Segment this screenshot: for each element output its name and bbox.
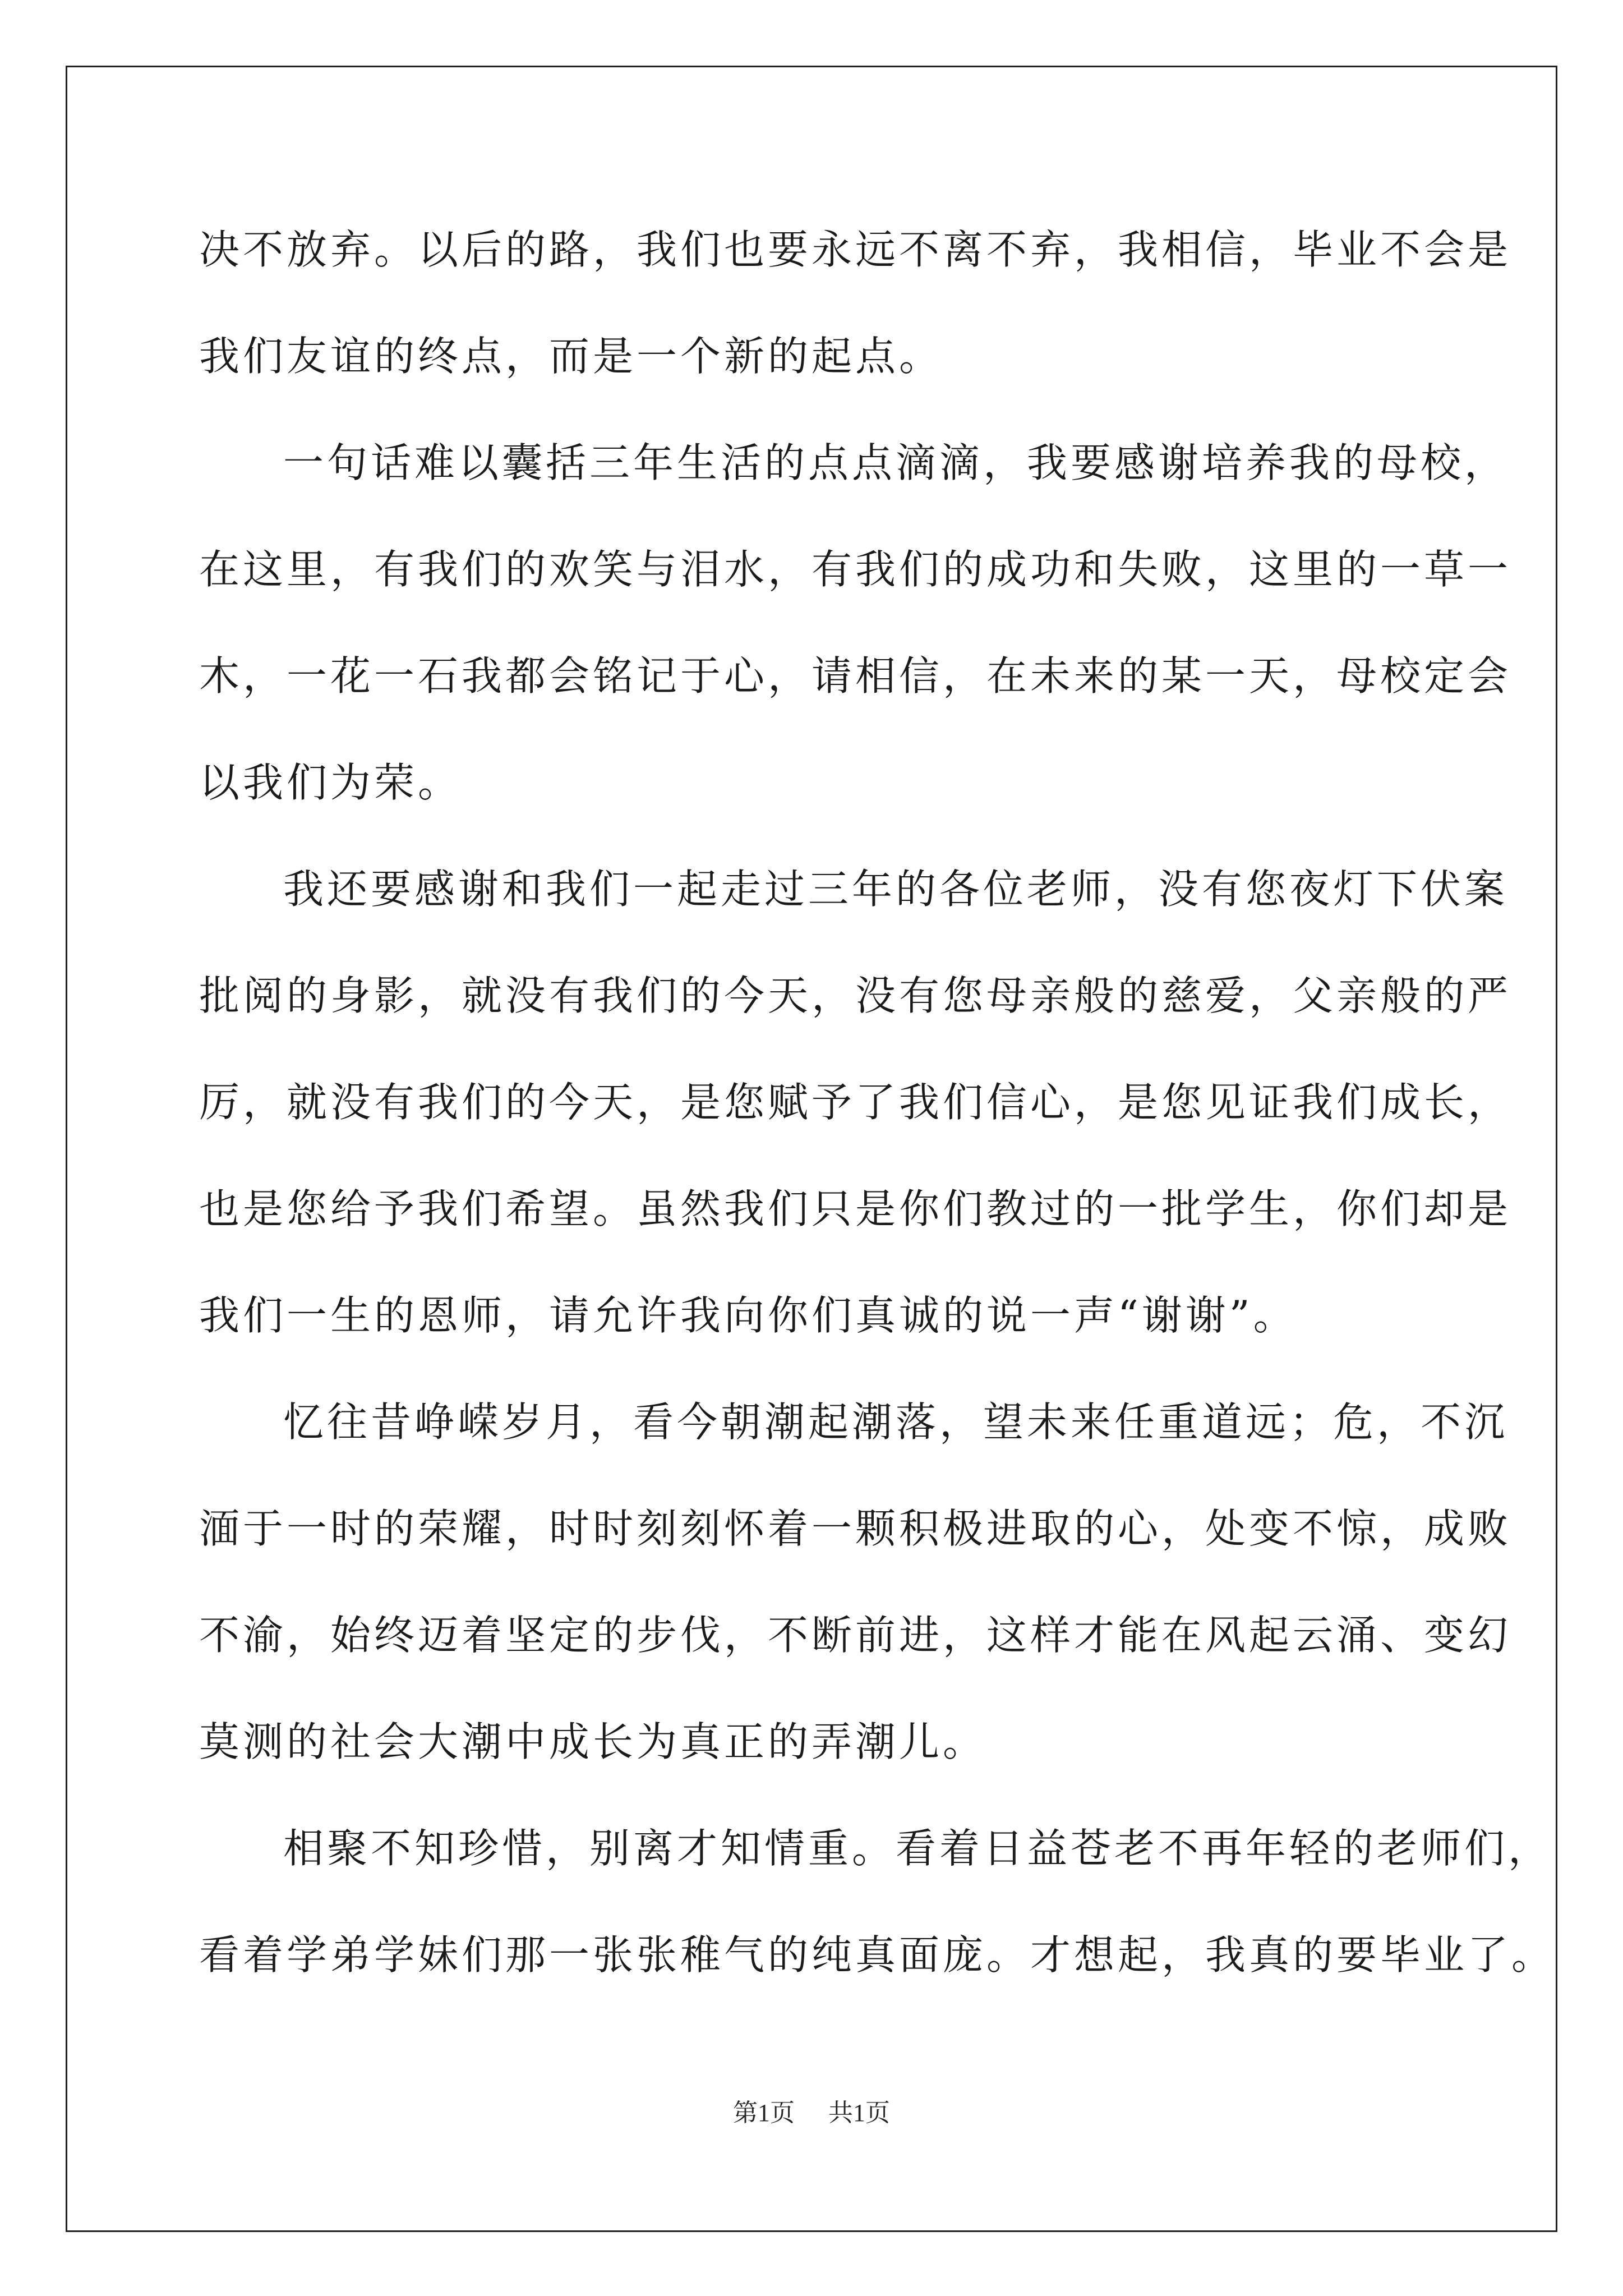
paragraph-first-line: 相聚不知珍惜，别离才知情重。看着日益苍老不再年轻的老师们， (283, 1825, 1552, 1872)
text-line: 决不放弃。以后的路，我们也要永远不离不弃，我相信，毕业不会是 (199, 226, 1512, 273)
paragraph-first-line: 忆往昔峥嵘岁月，看今朝潮起潮落，望未来任重道远；危，不沉 (283, 1398, 1509, 1446)
text-line: 以我们为荣。 (199, 759, 462, 806)
text-line: 也是您给予我们希望。虽然我们只是你们教过的一批学生，你们却是 (199, 1185, 1512, 1232)
document-body (199, 210, 1556, 2022)
text-line: 不渝，始终迈着坚定的步伐，不断前进，这样才能在风起云涌、变幻 (199, 1612, 1512, 1659)
text-line: 厉，就没有我们的今天，是您赋予了我们信心，是您见证我们成长， (199, 1079, 1512, 1126)
page-footer (0, 2092, 1623, 2128)
text-line: 看着学弟学妹们那一张张稚气的纯真面庞。才想起，我真的要毕业了。 (199, 1931, 1556, 1978)
text-line: 我们一生的恩师，请允许我向你们真诚的说一声“谢谢”。 (199, 1292, 1297, 1339)
text-line: 莫测的社会大潮中成长为真正的弄潮儿。 (199, 1718, 987, 1765)
text-line: 我们友谊的终点，而是一个新的起点。 (199, 333, 943, 380)
text-line: 批阅的身影，就没有我们的今天，没有您母亲般的慈爱，父亲般的严 (199, 972, 1512, 1019)
paragraph-first-line: 一句话难以囊括三年生活的点点滴滴，我要感谢培养我的母校， (283, 439, 1509, 486)
page-total: 共1页 (828, 2099, 890, 2127)
text-line: 在这里，有我们的欢笑与泪水，有我们的成功和失败，这里的一草一 (199, 546, 1512, 593)
page-number: 第1页 (733, 2099, 795, 2127)
text-line: 湎于一时的荣耀，时时刻刻怀着一颗积极进取的心，处变不惊，成败 (199, 1505, 1512, 1552)
text-line: 木，一花一石我都会铭记于心，请相信，在未来的某一天，母校定会 (199, 652, 1512, 700)
paragraph-first-line: 我还要感谢和我们一起走过三年的各位老师，没有您夜灯下伏案 (283, 866, 1509, 913)
